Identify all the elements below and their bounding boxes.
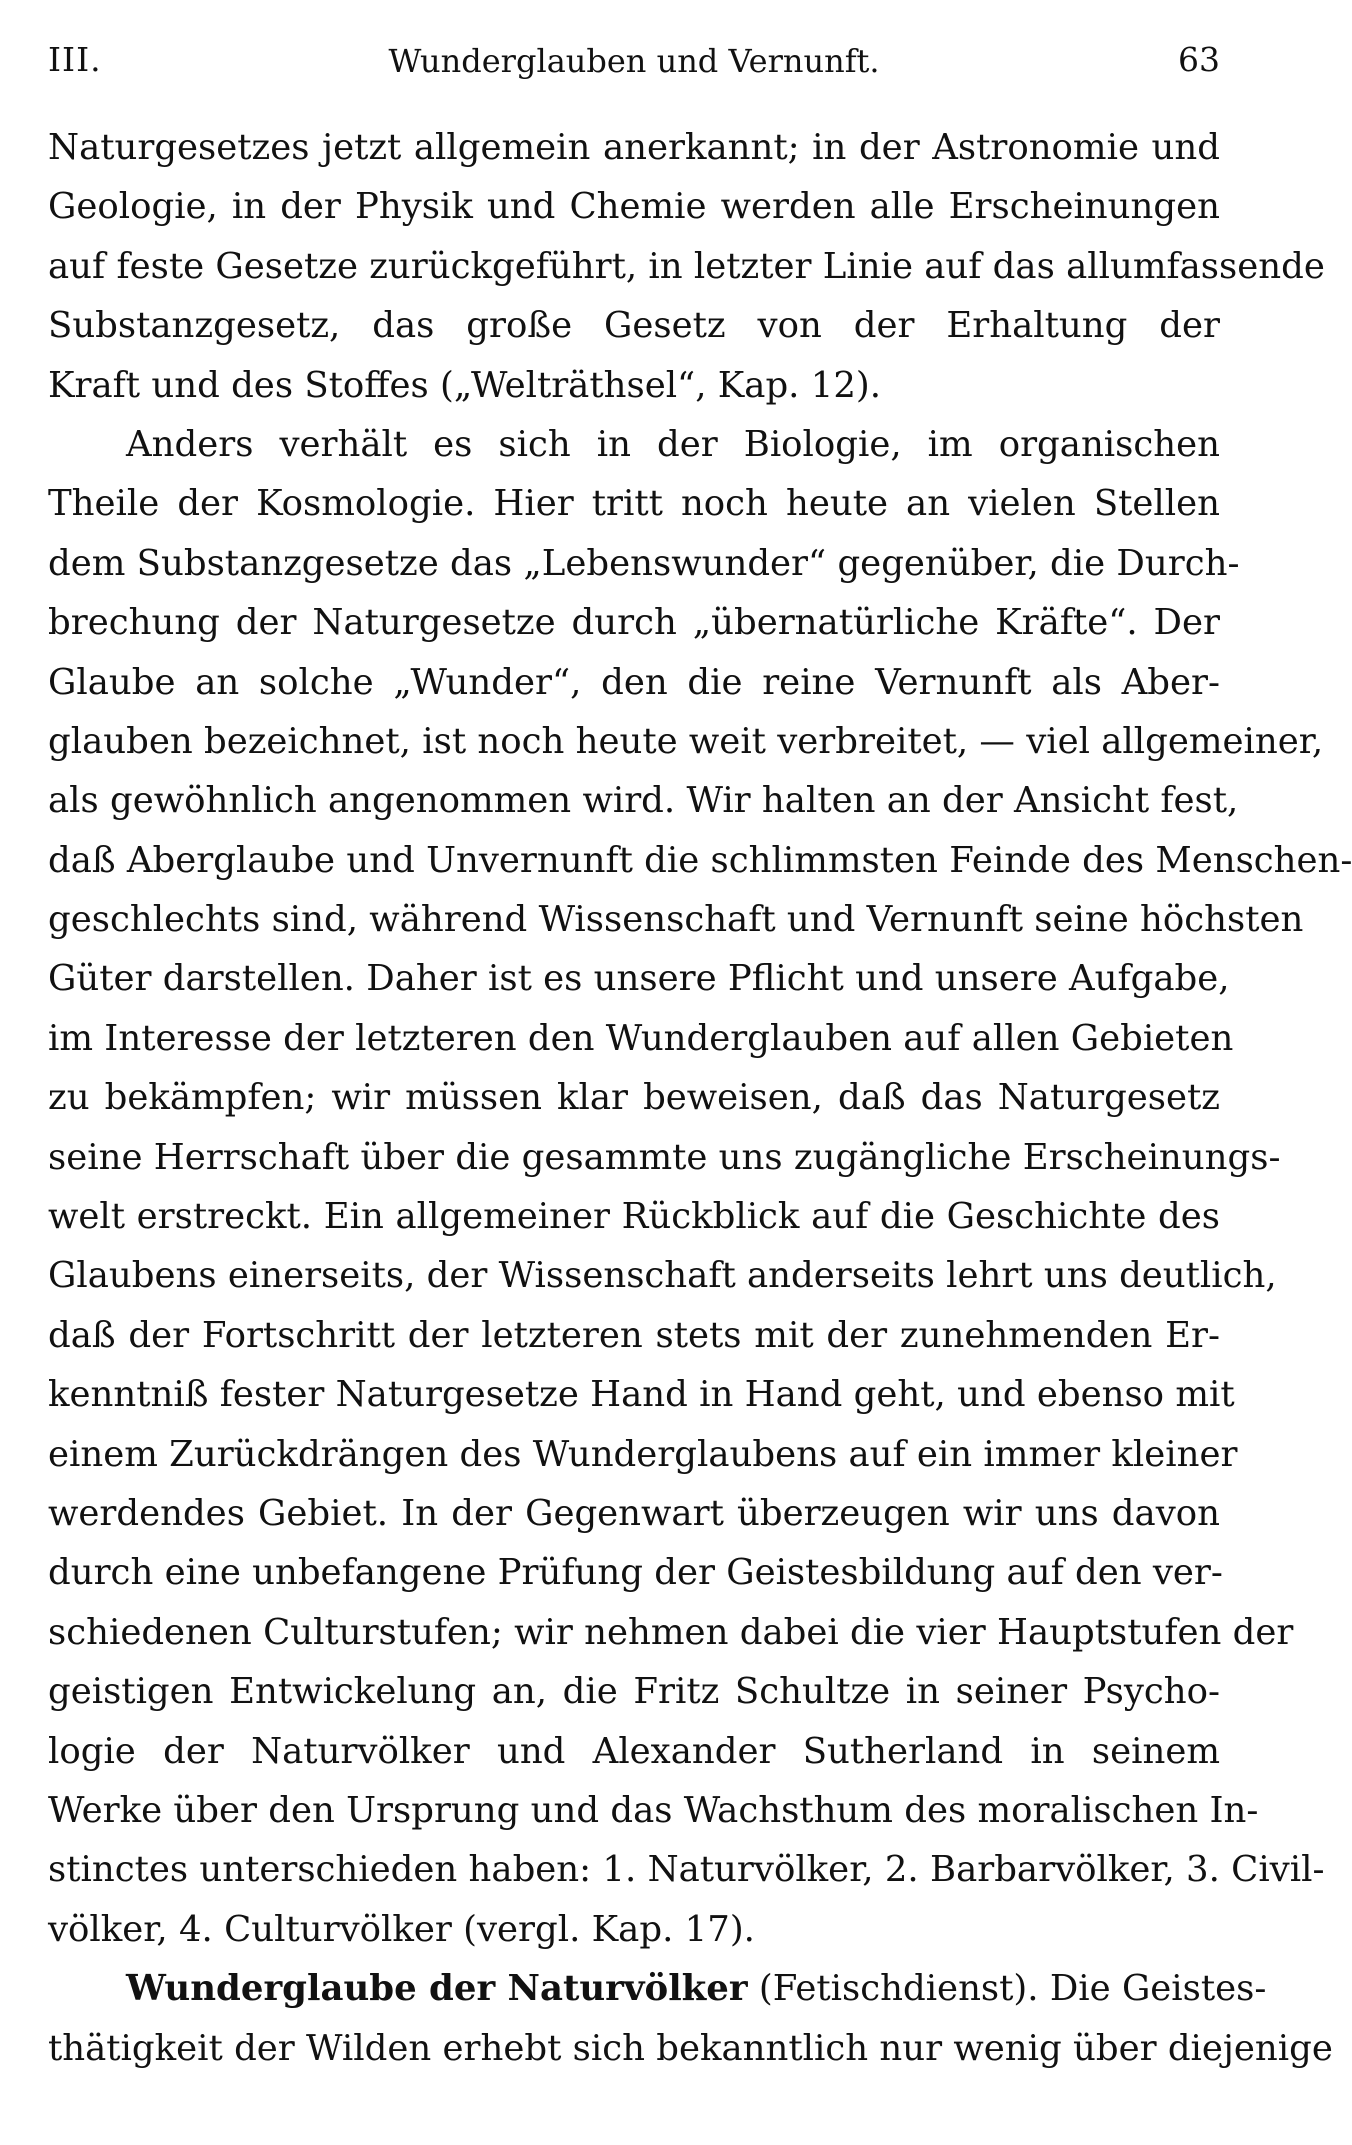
- text-line: kenntniß fester Naturgesetze Hand in Hand geht, und ebenso mit: [48, 1374, 1235, 1416]
- section-heading: Wunderglaube der Naturvölker: [126, 1968, 748, 2010]
- text-line: auf feste Gesetze zurückgeführt, in letzter Linie auf das allumfassende: [48, 245, 1325, 287]
- text-line: Güter darstellen. Daher ist es unsere Pflicht und unsere Aufgabe,: [48, 958, 1230, 1000]
- text-line: daß Aberglaube und Unvernunft die schlimmsten Feinde des Menschen-: [48, 839, 1352, 881]
- text-line: im Interesse der letzteren den Wunderglauben auf allen Gebieten: [48, 1017, 1234, 1059]
- text-line: schiedenen Culturstufen; wir nehmen dabei die vier Hauptstufen der: [48, 1611, 1294, 1653]
- text-line: thätigkeit der Wilden erhebt sich bekanntlich nur wenig über diejenige: [48, 2027, 1333, 2069]
- page-number: 63: [1178, 40, 1220, 79]
- text-line: seine Herrschaft über die gesammte uns zugängliche Erscheinungs-: [48, 1136, 1281, 1178]
- text-line: Substanzgesetz, das große Gesetz von der Erhaltung der: [48, 305, 1220, 347]
- text-line: Glaube an solche „Wunder“, den die reine Vernunft als Aber-: [48, 661, 1220, 703]
- text-line: brechung der Naturgesetze durch „übernatürliche Kräfte“. Der: [48, 602, 1220, 644]
- page-header: [48, 40, 1220, 90]
- text-line: Theile der Kosmologie. Hier tritt noch heute an vielen Stellen: [48, 483, 1220, 525]
- text-line: zu bekämpfen; wir müssen klar beweisen, daß das Naturgesetz: [48, 1077, 1220, 1119]
- text-line: einem Zurückdrängen des Wunderglaubens auf ein immer kleiner: [48, 1433, 1238, 1475]
- text-line: logie der Naturvölker und Alexander Sutherland in seinem: [48, 1730, 1220, 1772]
- text-line: Glaubens einerseits, der Wissenschaft anderseits lehrt uns deutlich,: [48, 1255, 1277, 1297]
- text-line: durch eine unbefangene Prüfung der Geistesbildung auf den ver-: [48, 1552, 1223, 1594]
- text-line: Geologie, in der Physik und Chemie werden alle Erscheinungen: [48, 186, 1220, 228]
- text-line: als gewöhnlich angenommen wird. Wir halten an der Ansicht fest,: [48, 780, 1239, 822]
- text-line: glauben bezeichnet, ist noch heute weit verbreitet, — viel allgemeiner,: [48, 720, 1324, 762]
- text-run: (Fetischdienst). Die Geistes-: [747, 1968, 1267, 2010]
- text-line: Kraft und des Stoffes („Welträthsel“, Kap. 12).: [48, 364, 882, 406]
- text-line: völker, 4. Culturvölker (vergl. Kap. 17).: [48, 1908, 755, 1950]
- text-line: Werke über den Ursprung und das Wachsthum des moralischen In-: [48, 1789, 1259, 1831]
- text-line: geistigen Entwickelung an, die Fritz Schultze in seiner Psycho-: [48, 1671, 1220, 1713]
- text-line: daß der Fortschritt der letzteren stets mit der zunehmenden Er-: [48, 1314, 1220, 1356]
- text-line: werdendes Gebiet. In der Gegenwart überzeugen wir uns davon: [48, 1492, 1220, 1534]
- body-text: [48, 118, 1352, 2078]
- text-line: welt erstreckt. Ein allgemeiner Rückblick auf die Geschichte des: [48, 1196, 1220, 1238]
- running-title: Wunderglauben und Vernunft.: [388, 42, 880, 80]
- text-line: dem Substanzgesetze das „Lebenswunder“ gegenüber, die Durch-: [48, 542, 1240, 584]
- text-line: geschlechts sind, während Wissenschaft und Vernunft seine höchsten: [48, 899, 1304, 941]
- text-line: Naturgesetzes jetzt allgemein anerkannt; in der Astronomie und: [48, 127, 1220, 168]
- chapter-number: III.: [48, 40, 102, 79]
- text-line: stinctes unterschieden haben: 1. Naturvölker, 2. Barbarvölker, 3. Civil-: [48, 1849, 1325, 1891]
- text-line: [48, 1959, 1267, 2018]
- text-line: Anders verhält es sich in der Biologie, im organischen: [126, 423, 1220, 465]
